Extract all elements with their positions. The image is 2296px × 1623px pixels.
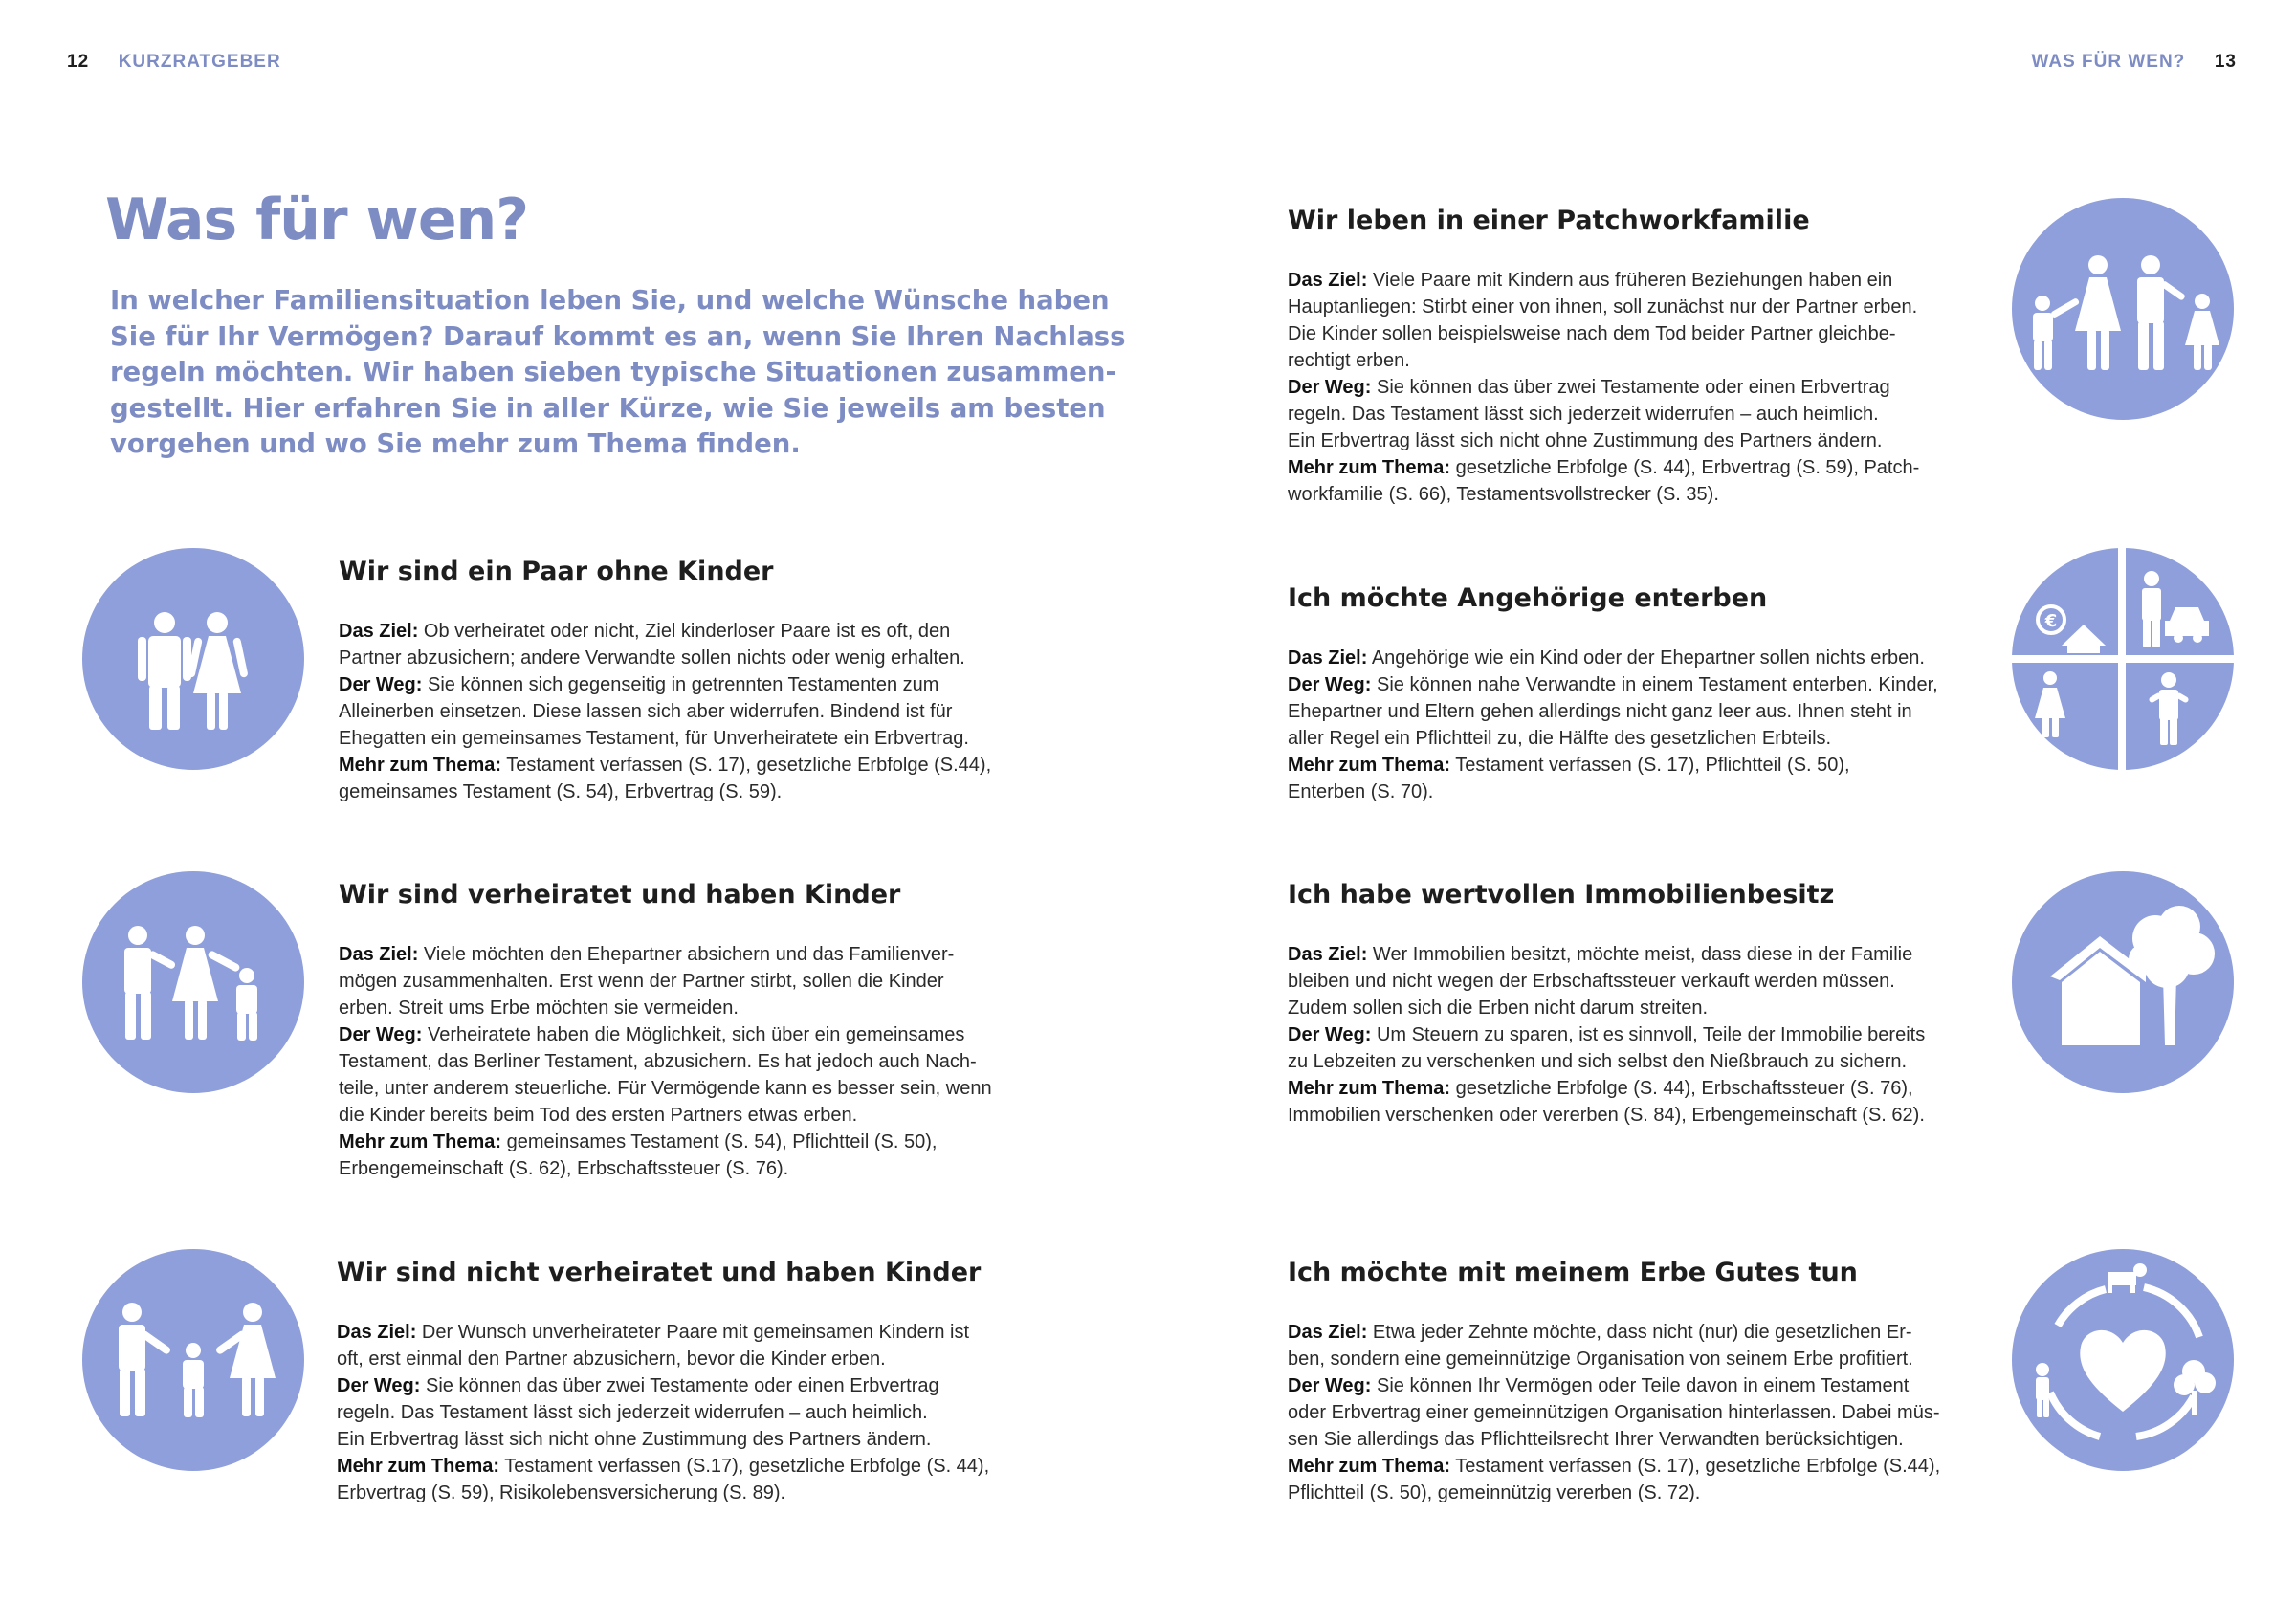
body-line: Sie können das über zwei Testamente oder einen Erbvertrag (425, 1375, 939, 1396)
intro-line: gestellt. Hier erfahren Sie in aller Kürze, wie Sie jeweils am besten (110, 392, 1106, 424)
body-line: rechtigt erben. (1288, 350, 1410, 371)
body-line: erben. Streit ums Erbe möchten sie vermeiden. (339, 998, 739, 1019)
label-goal: Das Ziel: (339, 944, 419, 965)
body-line: aller Regel ein Pflichtteil zu, die Hälfte des gesetzlichen Erbteils. (1288, 728, 1832, 749)
label-way: Der Weg: (1288, 1024, 1372, 1045)
label-more: Mehr zum Thema: (339, 1131, 502, 1152)
body-line: Immobilien verschenken oder vererben (S. 84), Erbengemeinschaft (S. 62). (1288, 1105, 1925, 1126)
intro-text (110, 283, 1126, 463)
label-way: Der Weg: (339, 1024, 423, 1045)
label-goal: Das Ziel: (337, 1322, 417, 1343)
body-line: Ein Erbvertrag lässt sich nicht ohne Zustimmung des Partners ändern. (337, 1429, 932, 1450)
house-tree-icon (2012, 871, 2234, 1093)
body-line: Testament verfassen (S. 17), Pflichtteil (S. 50), (1455, 755, 1850, 776)
couple-icon (82, 548, 304, 770)
page-number-right: 13 (2214, 52, 2237, 72)
body-line: Wer Immobilien besitzt, möchte meist, dass diese in der Familie (1372, 944, 1913, 965)
section-heading: Ich möchte Angehörige enterben (1288, 583, 1768, 613)
label-more: Mehr zum Thema: (1288, 1078, 1451, 1099)
body-line: Ob verheiratet oder nicht, Ziel kinderloser Paare ist es oft, den (423, 621, 951, 642)
body-line: Testament verfassen (S. 17), gesetzliche Erbfolge (S.44), (1455, 1456, 1941, 1477)
body-line: Sie können nahe Verwandte in einem Testament enterben. Kinder, (1376, 674, 1938, 695)
body-line: Der Wunsch unverheirateter Paare mit gemeinsamen Kindern ist (421, 1322, 970, 1343)
body-line: Um Steuern zu sparen, ist es sinnvoll, Teile der Immobilie bereits (1376, 1024, 1926, 1045)
body-line: Zudem sollen sich die Erben nicht darum streiten. (1288, 998, 1709, 1019)
section-couple-no-kids (339, 556, 1027, 805)
label-goal: Das Ziel: (1288, 647, 1368, 669)
body-line: bleiben und nicht wegen der Erbschaftssteuer verkauft werden müssen. (1288, 971, 1895, 992)
body-line: ben, sondern eine gemeinnützige Organisation von seinem Erbe profitiert. (1288, 1349, 1913, 1370)
running-header-left (67, 52, 281, 73)
body-line: gemeinsames Testament (S. 54), Erbvertrag (S. 59). (339, 781, 783, 802)
label-more: Mehr zum Thema: (1288, 1456, 1451, 1477)
body-line: Erbvertrag (S. 59), Risikolebensversicherung (S. 89). (337, 1482, 786, 1503)
body-line: Verheiratete haben die Möglichkeit, sich über ein gemeinsames (427, 1024, 965, 1045)
body-line: zu Lebzeiten zu verschenken und sich selbst den Nießbrauch zu sichern. (1288, 1051, 1908, 1072)
body-line: Ehegatten ein gemeinsames Testament, für Unverheiratete ein Erbvertrag. (339, 728, 969, 749)
page-number-left: 12 (67, 52, 90, 72)
body-line: Viele Paare mit Kindern aus früheren Beziehungen haben ein (1372, 270, 1893, 291)
label-goal: Das Ziel: (1288, 944, 1368, 965)
label-way: Der Weg: (1288, 1375, 1372, 1396)
patchwork-family-icon (2012, 198, 2234, 420)
section-unmarried-with-kids (337, 1257, 1026, 1506)
body-line: Etwa jeder Zehnte möchte, dass nicht (nur) die gesetzlichen Er- (1372, 1322, 1912, 1343)
section-heading: Wir sind verheiratet und haben Kinder (339, 880, 901, 910)
label-goal: Das Ziel: (1288, 270, 1368, 291)
section-body (339, 941, 1027, 1182)
label-way: Der Weg: (1288, 377, 1372, 398)
intro-line: In welcher Familiensituation leben Sie, und welche Wünsche haben (110, 285, 1110, 316)
section-body (1288, 1319, 1976, 1506)
body-line: Angehörige wie ein Kind oder der Ehepartner sollen nichts erben. (1371, 647, 1925, 669)
section-real-estate (1288, 879, 1976, 1129)
section-heading: Ich habe wertvollen Immobilienbesitz (1288, 880, 1835, 910)
body-line: Testament verfassen (S. 17), gesetzliche Erbfolge (S.44), (506, 755, 992, 776)
label-way: Der Weg: (337, 1375, 421, 1396)
body-line: Erbengemeinschaft (S. 62), Erbschaftssteuer (S. 76). (339, 1158, 789, 1179)
body-line: Ehepartner und Eltern gehen allerdings nicht ganz leer aus. Ihnen steht in (1288, 701, 1912, 722)
label-goal: Das Ziel: (339, 621, 419, 642)
body-line: Sie können Ihr Vermögen oder Teile davon in einem Testament (1376, 1375, 1910, 1396)
section-body (1288, 941, 1976, 1129)
body-line: Die Kinder sollen beispielsweise nach dem Tod beider Partner gleichbe- (1288, 323, 1896, 344)
body-line: die Kinder bereits beim Tod des ersten Partners etwas erben. (339, 1105, 858, 1126)
section-married-with-kids (339, 879, 1027, 1182)
body-line: gesetzliche Erbfolge (S. 44), Erbvertrag (S. 59), Patch- (1455, 457, 1920, 478)
section-disinherit (1288, 582, 1976, 805)
label-more: Mehr zum Thema: (339, 755, 502, 776)
body-line: regeln. Das Testament lässt sich jederzeit widerrufen – auch heimlich. (1288, 404, 1879, 425)
body-line: Enterben (S. 70). (1288, 781, 1434, 802)
body-line: Sie können das über zwei Testamente oder einen Erbvertrag (1376, 377, 1890, 398)
label-way: Der Weg: (339, 674, 423, 695)
heart-charity-icon (2012, 1249, 2234, 1471)
section-heading: Wir sind nicht verheiratet und haben Kinder (337, 1258, 982, 1287)
family-child-middle-icon (82, 1249, 304, 1471)
body-line: sen Sie allerdings das Pflichtteilsrecht Ihrer Verwandten berücksichtigen. (1288, 1429, 1904, 1450)
family-icon (82, 871, 304, 1093)
body-line: gemeinsames Testament (S. 54), Pflichtteil (S. 50), (506, 1131, 938, 1152)
intro-line: Sie für Ihr Vermögen? Darauf kommt es an, wenn Sie Ihren Nachlass (110, 320, 1126, 352)
body-line: oder Erbvertrag einer gemeinnützigen Organisation hinterlassen. Dabei müs- (1288, 1402, 1940, 1423)
body-line: Testament verfassen (S.17), gesetzliche Erbfolge (S. 44), (504, 1456, 990, 1477)
section-heading: Wir sind ein Paar ohne Kinder (339, 557, 774, 586)
label-more: Mehr zum Thema: (337, 1456, 500, 1477)
running-title-right: WAS FÜR WEN? (2031, 52, 2186, 72)
body-line: Hauptanliegen: Stirbt einer von ihnen, soll zunächst nur der Partner erben. (1288, 296, 1918, 318)
body-line: Sie können sich gegenseitig in getrennten Testamenten zum (427, 674, 939, 695)
body-line: Testament, das Berliner Testament, abzusichern. Es hat jedoch auch Nach- (339, 1051, 977, 1072)
disinherit-icon (2012, 548, 2234, 770)
section-heading: Ich möchte mit meinem Erbe Gutes tun (1288, 1258, 1858, 1287)
section-body (1288, 645, 1976, 805)
running-header-right (2031, 52, 2237, 73)
label-more: Mehr zum Thema: (1288, 457, 1451, 478)
section-body (339, 618, 1027, 805)
body-line: Ein Erbvertrag lässt sich nicht ohne Zustimmung des Partners ändern. (1288, 430, 1883, 451)
page-title: Was für wen? (105, 186, 529, 253)
section-body (337, 1319, 1026, 1506)
section-patchwork (1288, 205, 1976, 508)
intro-line: regeln möchten. Wir haben sieben typische Situationen zusammen- (110, 357, 1116, 387)
section-charity (1288, 1257, 1976, 1506)
label-way: Der Weg: (1288, 674, 1372, 695)
section-heading: Wir leben in einer Patchworkfamilie (1288, 206, 1810, 235)
body-line: regeln. Das Testament lässt sich jederzeit widerrufen – auch heimlich. (337, 1402, 928, 1423)
body-line: mögen zusammenhalten. Erst wenn der Partner stirbt, sollen die Kinder (339, 971, 944, 992)
body-line: Viele möchten den Ehepartner absichern und das Familienver- (423, 944, 955, 965)
body-line: oft, erst einmal den Partner abzusichern, bevor die Kinder erben. (337, 1349, 886, 1370)
body-line: Alleinerben einsetzen. Diese lassen sich aber widerrufen. Bindend ist für (339, 701, 953, 722)
section-body (1288, 267, 1976, 508)
running-title-left: KURZRATGEBER (118, 52, 281, 72)
label-goal: Das Ziel: (1288, 1322, 1368, 1343)
intro-line: vorgehen und wo Sie mehr zum Thema finden. (110, 428, 801, 459)
body-line: teile, unter anderem steuerliche. Für Vermögende kann es besser sein, wenn (339, 1078, 992, 1099)
body-line: Pflichtteil (S. 50), gemeinnützig vererben (S. 72). (1288, 1482, 1701, 1503)
svg-text:€: € (2044, 611, 2058, 631)
label-more: Mehr zum Thema: (1288, 755, 1451, 776)
body-line: Partner abzusichern; andere Verwandte sollen nichts oder wenig erhalten. (339, 647, 965, 669)
body-line: gesetzliche Erbfolge (S. 44), Erbschaftssteuer (S. 76), (1455, 1078, 1913, 1099)
body-line: workfamilie (S. 66), Testamentsvollstrecker (S. 35). (1288, 484, 1719, 505)
